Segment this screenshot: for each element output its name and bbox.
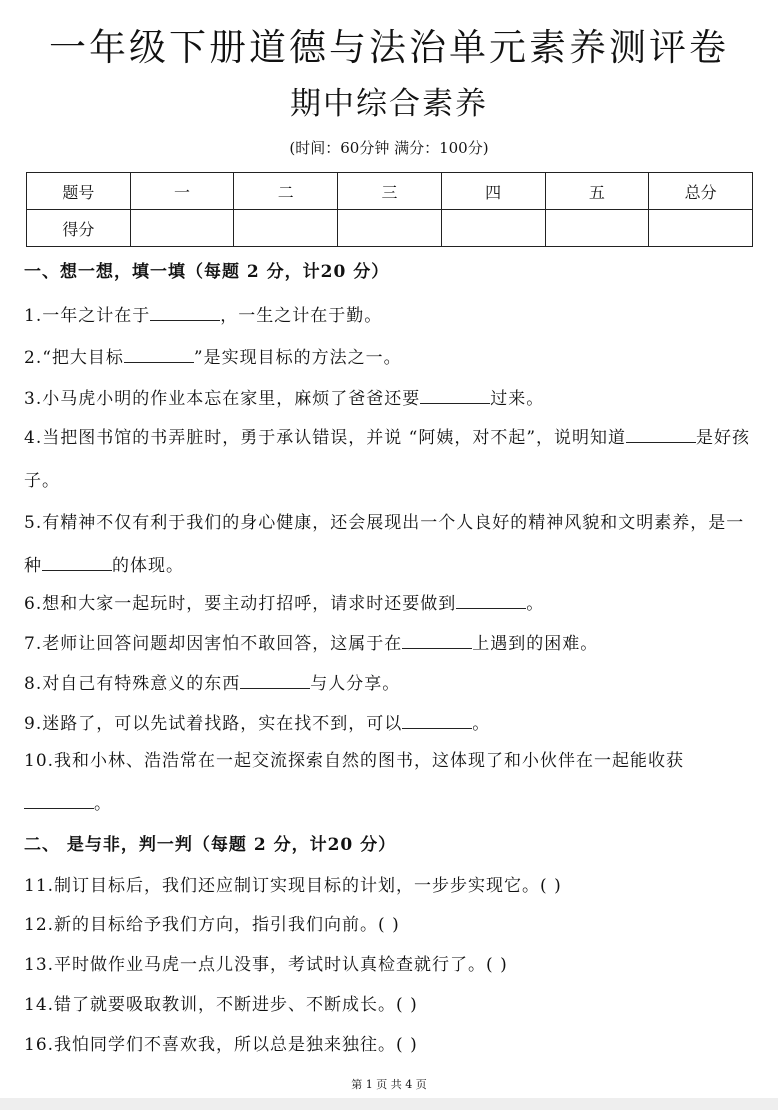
question-text: 10.我和小林、浩浩常在一起交流探索自然的图书，这体现了和小伙伴在一起能收获 <box>24 751 685 771</box>
page-number-footer: 第 1 页 共 4 页 <box>351 1078 427 1091</box>
answer-blank[interactable] <box>24 790 94 809</box>
question-text: ，一生之计在于勤。 <box>220 306 383 326</box>
score-cell[interactable] <box>338 210 442 247</box>
score-cell[interactable] <box>130 210 234 247</box>
question-7 <box>24 630 598 656</box>
answer-blank[interactable] <box>456 590 526 609</box>
exam-time-score-info: (时间：60分钟 满分：100分) <box>289 139 489 157</box>
score-row-label: 得分 <box>27 210 131 247</box>
score-cell[interactable] <box>545 210 649 247</box>
answer-blank[interactable] <box>420 385 490 404</box>
question-text: 。 <box>94 794 112 814</box>
answer-blank[interactable] <box>402 630 472 649</box>
question-text: 3.小马虎小明的作业本忘在家里，麻烦了爸爸还要 <box>24 389 421 409</box>
question-9 <box>24 710 490 736</box>
score-table-header-row <box>27 173 753 210</box>
question-text: 。 <box>472 714 491 734</box>
section-2-heading: 二、 是与非，判一判（每题 2 分，计20 分） <box>24 835 397 855</box>
question-text: 上遇到的困难。 <box>472 634 599 654</box>
exam-subtitle: 期中综合素养 <box>290 86 488 122</box>
question-10 <box>24 740 754 826</box>
score-table-header-cell: 总分 <box>649 173 753 210</box>
question-13: 13.平时做作业马虎一点儿没事，考试时认真检查就行了。( ) <box>24 955 508 975</box>
answer-blank[interactable] <box>42 552 112 571</box>
question-2 <box>24 344 402 370</box>
score-table-score-row <box>27 210 753 247</box>
score-cell[interactable] <box>649 210 753 247</box>
score-table <box>26 172 753 247</box>
question-text: 5.有精神不仅有利于我们的身心健康，还会展现出一个人良好的精神风貌和文明素养，是一种 <box>24 513 745 576</box>
score-table-header-cell: 题号 <box>27 173 131 210</box>
score-cell[interactable] <box>441 210 545 247</box>
question-text: 是好孩子。 <box>24 428 751 491</box>
answer-blank[interactable] <box>626 424 696 443</box>
question-text: 与人分享。 <box>310 674 401 694</box>
question-14: 14.错了就要吸取教训，不断进步、不断成长。( ) <box>24 995 418 1015</box>
question-text: 的体现。 <box>112 556 184 576</box>
score-table-header-cell: 二 <box>234 173 338 210</box>
answer-blank[interactable] <box>124 344 194 363</box>
question-text: 1.一年之计在于 <box>24 306 151 326</box>
question-text: 9.迷路了，可以先试着找路，实在找不到，可以 <box>24 714 403 734</box>
question-text: 。 <box>526 594 545 614</box>
answer-blank[interactable] <box>402 710 472 729</box>
answer-blank[interactable] <box>150 302 220 321</box>
question-11: 11.制订目标后，我们还应制订实现目标的计划，一步步实现它。( ) <box>24 876 562 896</box>
question-6 <box>24 590 544 616</box>
question-text: 6.想和大家一起玩时，要主动打招呼，请求时还要做到 <box>24 594 457 614</box>
question-text: 7.老师让回答问题却因害怕不敢回答，这属于在 <box>24 634 403 654</box>
question-text: 8.对自己有特殊意义的东西 <box>24 674 241 694</box>
score-table-header-cell: 一 <box>130 173 234 210</box>
question-12: 12.新的目标给予我们方向，指引我们向前。( ) <box>24 915 400 935</box>
question-text: 2.“把大目标 <box>24 348 124 368</box>
question-8 <box>24 670 400 696</box>
question-text: 4.当把图书馆的书弄脏时，勇于承认错误，并说 “阿姨，对不起”，说明知道 <box>24 428 627 448</box>
score-table-header-cell: 三 <box>338 173 442 210</box>
bottom-gray-bar <box>0 1098 778 1110</box>
question-4 <box>24 417 754 503</box>
question-5 <box>24 502 754 588</box>
question-text: ”是实现目标的方法之一。 <box>193 348 402 368</box>
exam-title: 一年级下册道德与法治单元素养测评卷 <box>49 26 729 69</box>
question-1 <box>24 302 382 328</box>
question-text: 过来。 <box>490 389 545 409</box>
score-table-header-cell: 四 <box>441 173 545 210</box>
answer-blank[interactable] <box>240 670 310 689</box>
question-3 <box>24 385 544 411</box>
score-cell[interactable] <box>234 210 338 247</box>
section-1-heading: 一、想一想，填一填（每题 2 分，计20 分） <box>24 262 390 282</box>
question-16: 16.我怕同学们不喜欢我，所以总是独来独往。( ) <box>24 1035 418 1055</box>
score-table-header-cell: 五 <box>545 173 649 210</box>
